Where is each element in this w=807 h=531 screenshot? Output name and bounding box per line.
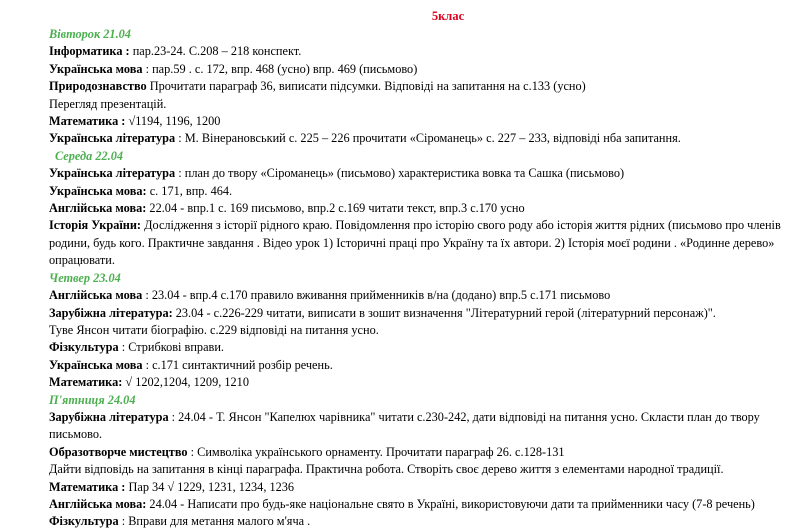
- entry-text: с. 171, впр. 464.: [146, 183, 233, 198]
- entry-text: : пар.59 . с. 172, впр. 468 (усно) впр. 469 (письмово): [142, 61, 418, 76]
- day-header-wednesday: Середа 22.04: [55, 148, 124, 163]
- subject-label: Історія України:: [49, 218, 142, 233]
- subject-label: Українська мова: [49, 357, 143, 372]
- entry-foreign-literature-extra: Туве Янсон читати біографію. с.229 відповіді на питання усно.: [49, 322, 379, 337]
- entry-text: : 24.04 - Т. Янсон "Капелюх чарівника" читати с.230-242, дати відповіді на питання усно. Скласти план до твору письмово.: [49, 409, 760, 442]
- entry-english-language: [49, 287, 787, 304]
- entry-ukrainian-literature: [49, 130, 787, 147]
- entry-nature-science: [49, 78, 787, 95]
- entry-fine-arts: [49, 444, 787, 461]
- subject-label: Математика :: [49, 479, 126, 494]
- entry-english-language: [49, 200, 787, 217]
- subject-label: Англійська мова:: [49, 201, 147, 216]
- subject-label: Англійська мова: [49, 288, 143, 303]
- subject-label: Інформатика :: [49, 44, 130, 59]
- entry-text: пар.23-24. С.208 – 218 конспект.: [129, 44, 302, 59]
- entry-text: √ 1202,1204, 1209, 1210: [122, 375, 249, 390]
- subject-label: Образотворче мистецтво: [49, 444, 188, 459]
- entry-text: 24.04 - Написати про будь-яке національне свято в Україні, використовуючи дати та прийменники часу (7-8 речень): [146, 496, 755, 511]
- entry-text: : план до твору «Сіроманець» (письмово) характеристика вовка та Сашка (письмово): [175, 166, 625, 181]
- entry-text: : Символіка українського орнаменту. Прочитати параграф 26. с.128-131: [187, 444, 565, 459]
- subject-label: Математика :: [49, 114, 126, 129]
- entry-nature-science-extra: Перегляд презентацій.: [49, 96, 167, 111]
- day-header-thursday: Четвер 23.04: [49, 270, 121, 285]
- entry-text: : с.171 синтактичний розбір речень.: [142, 357, 333, 372]
- day-header-friday: П'ятниця 24.04: [49, 392, 136, 407]
- entry-text: √1194, 1196, 1200: [125, 114, 221, 129]
- entry-fine-arts-extra: Дайти відповідь на запитання в кінці параграфа. Практична робота. Створіть своє дерево життя з елементами народної традиції.: [49, 462, 724, 477]
- subject-label: Англійська мова:: [49, 496, 147, 511]
- day-header-tuesday: Вівторок 21.04: [49, 27, 131, 41]
- entry-text: : Вправи для метання малого м'яча .: [118, 514, 311, 529]
- entry-text: : 23.04 - впр.4 с.170 правило вживання прийменників в/на (додано) впр.5 с.171 письмово: [142, 288, 611, 303]
- entry-text: Дослідження з історії рідного краю. Повідомлення про історію свого роду або історія життя рідних (письмово про членів родини, будь кого. Практичне завдання . Відео урок 1) Історичні праці про Україну та їх автори. 2) Історія моєї родини . «Родинне дерево» опрацювати.: [49, 218, 781, 268]
- entry-history-ukraine: [49, 217, 787, 269]
- entry-ukrainian-literature: [49, 165, 787, 182]
- entry-text: : М. Вінерановський с. 225 – 226 прочитати «Сіроманець» с. 227 – 233, відповіді нба запитання.: [175, 131, 681, 146]
- entry-english-language: [49, 496, 787, 513]
- entry-text: : Стрибкові вправи.: [118, 340, 224, 355]
- entry-text: Прочитати параграф 36, виписати підсумки. Відповіді на запитання на с.133 (усно): [146, 79, 586, 94]
- subject-label: Українська література: [49, 131, 176, 146]
- entry-informatics: [49, 43, 787, 60]
- page-title: 5клас: [431, 9, 465, 23]
- entry-ukrainian-language: [49, 357, 787, 374]
- entry-foreign-literature: [49, 305, 787, 322]
- entry-mathematics: [49, 479, 787, 496]
- entry-ukrainian-language: [49, 183, 787, 200]
- entry-physical-education: [49, 339, 787, 356]
- entry-physical-education: [49, 513, 787, 530]
- subject-label: Математика:: [49, 375, 123, 390]
- entry-text: Пар 34 √ 1229, 1231, 1234, 1236: [125, 479, 295, 494]
- entry-ukrainian-language: [49, 61, 787, 78]
- subject-label: Природознавство: [49, 79, 147, 94]
- subject-label: Зарубіжна література:: [49, 305, 173, 320]
- entry-text: 22.04 - впр.1 с. 169 письмово, впр.2 с.169 читати текст, впр.3 с.170 усно: [146, 201, 525, 216]
- entry-text: 23.04 - с.226-229 читати, виписати в зошит визначення "Літературний герой (літературний персонаж)".: [172, 305, 716, 320]
- subject-label: Українська література: [49, 166, 176, 181]
- entry-foreign-literature: [49, 409, 787, 444]
- subject-label: Фізкультура: [49, 514, 119, 529]
- entry-mathematics: [49, 113, 787, 130]
- subject-label: Фізкультура: [49, 340, 119, 355]
- entry-mathematics: [49, 374, 787, 391]
- subject-label: Зарубіжна література: [49, 409, 169, 424]
- subject-label: Українська мова: [49, 61, 143, 76]
- subject-label: Українська мова:: [49, 183, 147, 198]
